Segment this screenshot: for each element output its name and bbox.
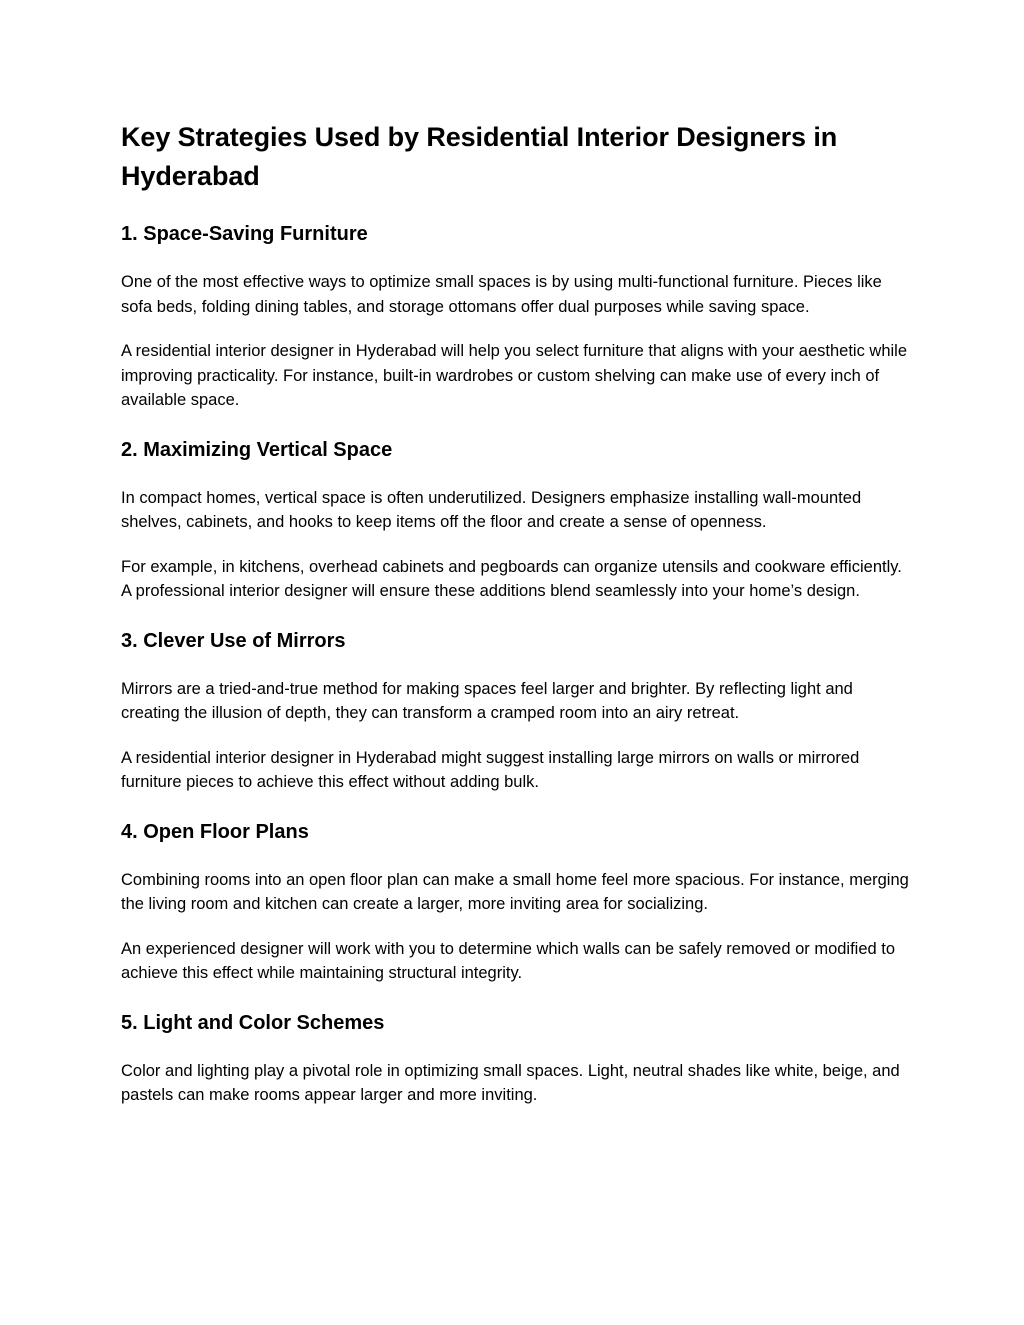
section-heading: 4. Open Floor Plans xyxy=(121,820,309,843)
paragraph: For example, in kitchens, overhead cabinets and pegboards can organize utensils and cookware efficiently. A professional interior designer will ensure these additions blend seamlessly into your home’s design. xyxy=(121,557,902,600)
section-heading: 3. Clever Use of Mirrors xyxy=(121,629,346,652)
paragraph: An experienced designer will work with you to determine which walls can be safely removed or modified to achieve this effect while maintaining structural integrity. xyxy=(121,939,896,982)
document-title: Key Strategies Used by Residential Interior Designers in Hyderabad xyxy=(121,122,838,191)
section-maximizing-vertical-space xyxy=(121,437,911,604)
section-heading: 2. Maximizing Vertical Space xyxy=(121,438,393,461)
paragraph: Color and lighting play a pivotal role in optimizing small spaces. Light, neutral shades like white, beige, and pastels can make rooms appear larger and more inviting. xyxy=(121,1061,900,1104)
document-page xyxy=(121,118,911,1108)
section-heading: 5. Light and Color Schemes xyxy=(121,1011,385,1034)
section-clever-use-of-mirrors xyxy=(121,628,911,795)
section-light-and-color-schemes xyxy=(121,1010,911,1108)
section-heading: 1. Space-Saving Furniture xyxy=(121,223,368,245)
paragraph: One of the most effective ways to optimize small spaces is by using multi-functional furniture. Pieces like sofa beds, folding dining tables, and storage ottomans offer dual purposes while saving space. xyxy=(121,273,882,316)
section-open-floor-plans xyxy=(121,819,911,986)
paragraph: Mirrors are a tried-and-true method for making spaces feel larger and brighter. By reflecting light and creating the illusion of depth, they can transform a cramped room into an airy retreat. xyxy=(121,679,853,722)
paragraph: In compact homes, vertical space is often underutilized. Designers emphasize installing wall-mounted shelves, cabinets, and hooks to keep items off the floor and create a sense of openness. xyxy=(121,488,862,531)
section-space-saving-furniture xyxy=(121,221,911,413)
paragraph: A residential interior designer in Hyderabad will help you select furniture that aligns with your aesthetic while improving practicality. For instance, built-in wardrobes or custom shelving can make use of every inch of available space. xyxy=(121,342,907,409)
paragraph: A residential interior designer in Hyderabad might suggest installing large mirrors on walls or mirrored furniture pieces to achieve this effect without adding bulk. xyxy=(121,748,860,791)
paragraph: Combining rooms into an open floor plan can make a small home feel more spacious. For instance, merging the living room and kitchen can create a larger, more inviting area for socializing. xyxy=(121,870,909,913)
